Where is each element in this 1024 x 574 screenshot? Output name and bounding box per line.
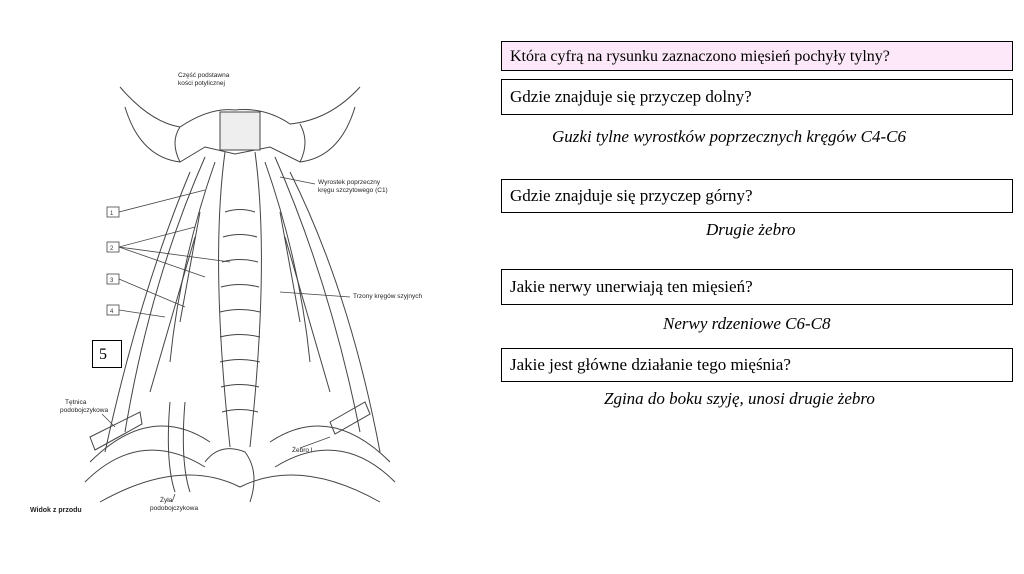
label-artery-1: Tętnica — [65, 399, 87, 406]
answer-number-box: 5 — [92, 340, 122, 368]
figure-number-1: 1 — [110, 211, 114, 217]
label-vein-1: Żyła — [160, 497, 173, 504]
neck-muscles-illustration — [30, 62, 470, 522]
label-transverse-1: Wyrostek poprzeczny — [318, 179, 381, 186]
label-occipital-2: kości potylicznej — [178, 80, 225, 87]
label-rib: Żebro I — [292, 447, 313, 454]
figure-number-3: 3 — [110, 278, 114, 284]
answer-text-3: Nerwy rdzeniowe C6-C8 — [663, 314, 831, 333]
figure-number-4: 4 — [110, 309, 114, 315]
label-occipital-1: Część podstawna — [178, 72, 230, 79]
answer-text-2: Drugie żebro — [706, 220, 796, 239]
answer-text-4: Zgina do boku szyję, unosi drugie żebro — [604, 389, 875, 408]
main-question-box: Która cyfrą na rysunku zaznaczono mięsień pochyły tylny? — [501, 41, 1013, 71]
answer-text-1: Guzki tylne wyrostków poprzecznych kręgów C4-C6 — [552, 127, 906, 146]
figure-caption: Widok z przodu — [30, 507, 82, 514]
label-vein-2: podobojczykowa — [150, 505, 199, 512]
question-box-1: Gdzie znajduje się przyczep dolny? — [501, 79, 1013, 115]
label-artery-2: podobojczykowa — [60, 407, 109, 414]
label-vertebrae: Trzony kręgów szyjnych — [353, 293, 423, 300]
question-box-2: Gdzie znajduje się przyczep górny? — [501, 179, 1013, 213]
anatomy-drawing — [30, 62, 470, 522]
figure-number-2: 2 — [110, 246, 114, 252]
label-transverse-2: kręgu szczytowego (C1) — [318, 187, 388, 194]
question-box-4: Jakie jest główne działanie tego mięśnia? — [501, 348, 1013, 382]
question-box-3: Jakie nerwy unerwiają ten mięsień? — [501, 269, 1013, 305]
